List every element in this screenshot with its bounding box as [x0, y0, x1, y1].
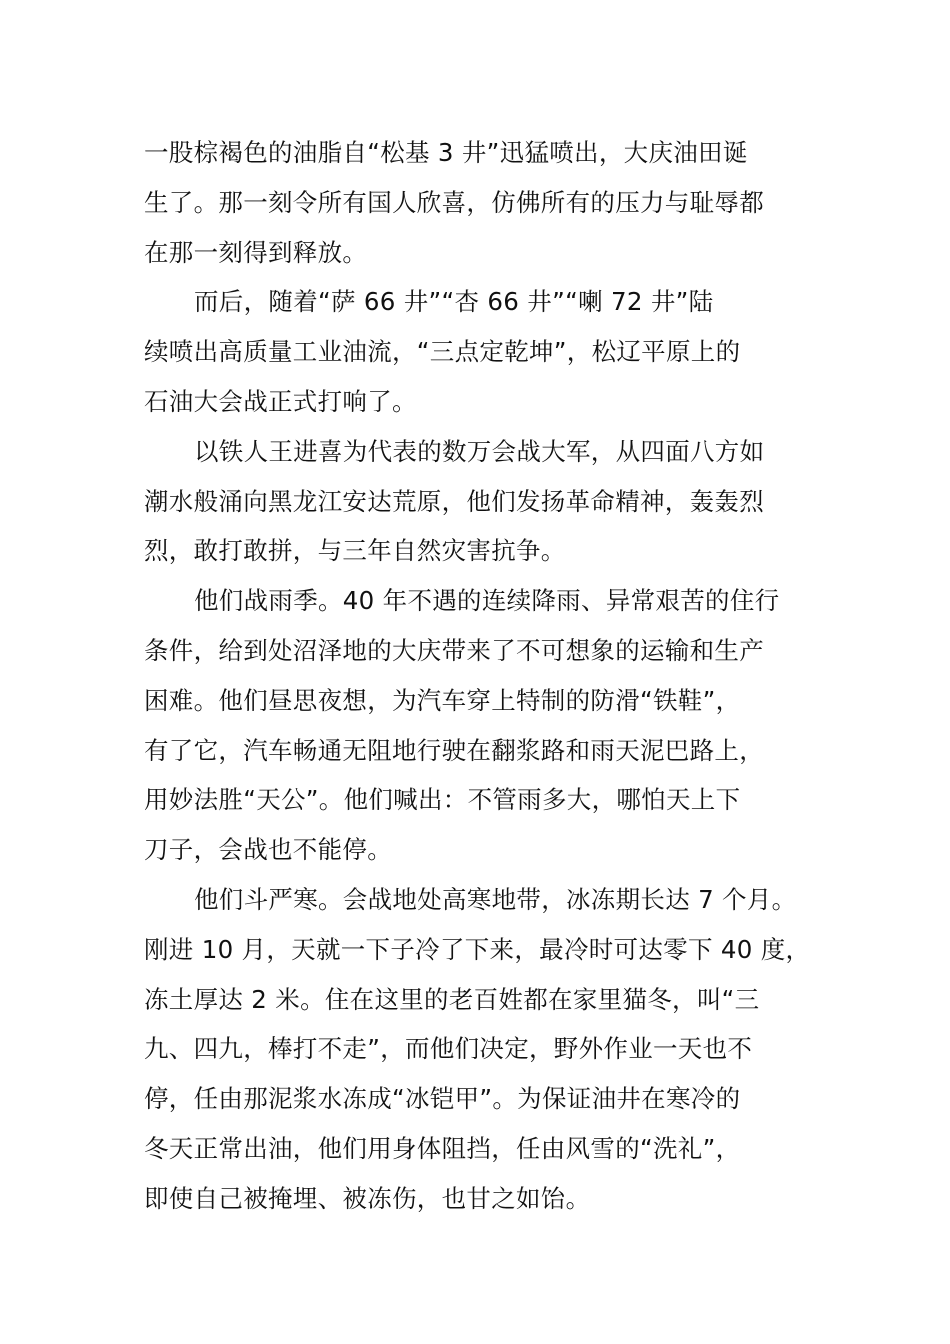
text-line: 续喷出高质量工业油流，“三点定乾坤”，松辽平原上的 [144, 337, 741, 367]
text-line: 九、四九，棒打不走”，而他们决定，野外作业一天也不 [144, 1034, 753, 1064]
text-line: 刀子，会战也不能停。 [144, 835, 392, 865]
paragraph-first-line: 他们斗严寒。会战地处高寒地带，冰冻期长达 7 个月。 [194, 884, 797, 914]
paragraph-first-line: 以铁人王进喜为代表的数万会战大军，从四面八方如 [194, 436, 765, 466]
text-line: 即使自己被掩埋、被冻伤，也甘之如饴。 [144, 1183, 591, 1213]
text-line: 一股棕褐色的油脂自“松基 3 井”迅猛喷出，大庆油田诞 [144, 138, 748, 167]
text-line: 停，任由那泥浆水冻成“冰铠甲”。为保证油井在寒冷的 [144, 1084, 741, 1114]
paragraph-first-line: 他们战雨季。40 年不遇的连续降雨、异常艰苦的住行 [194, 586, 780, 616]
text-line: 有了它，汽车畅通无阻地行驶在翻浆路和雨天泥巴路上， [144, 735, 764, 765]
text-line: 冬天正常出油，他们用身体阻挡，任由风雪的“洗礼”， [144, 1133, 741, 1163]
text-line: 用妙法胜“天公”。他们喊出：不管雨多大，哪怕天上下 [144, 785, 741, 815]
text-line: 生了。那一刻令所有国人欣喜，仿佛所有的压力与耻辱都 [144, 187, 764, 217]
text-line: 烈，敢打敢拼，与三年自然灾害抗争。 [144, 536, 566, 566]
text-line: 在那一刻得到释放。 [144, 237, 368, 267]
paragraph-first-line: 而后，随着“萨 66 井”“杏 66 井”“喇 72 井”陆 [194, 287, 714, 317]
text-line: 石油大会战正式打响了。 [144, 386, 417, 416]
text-line: 冻土厚达 2 米。住在这里的老百姓都在家里猫冬，叫“三 [144, 984, 760, 1014]
text-line: 困难。他们昼思夜想，为汽车穿上特制的防滑“铁鞋”， [144, 685, 741, 715]
text-line: 刚进 10 月，天就一下子冷了下来，最冷时可达零下 40 度， [144, 934, 811, 964]
text-line: 条件，给到处沼泽地的大庆带来了不可想象的运输和生产 [144, 635, 764, 665]
document-body [144, 128, 834, 1224]
text-line: 潮水般涌向黑龙江安达荒原，他们发扬革命精神，轰轰烈 [144, 486, 764, 516]
